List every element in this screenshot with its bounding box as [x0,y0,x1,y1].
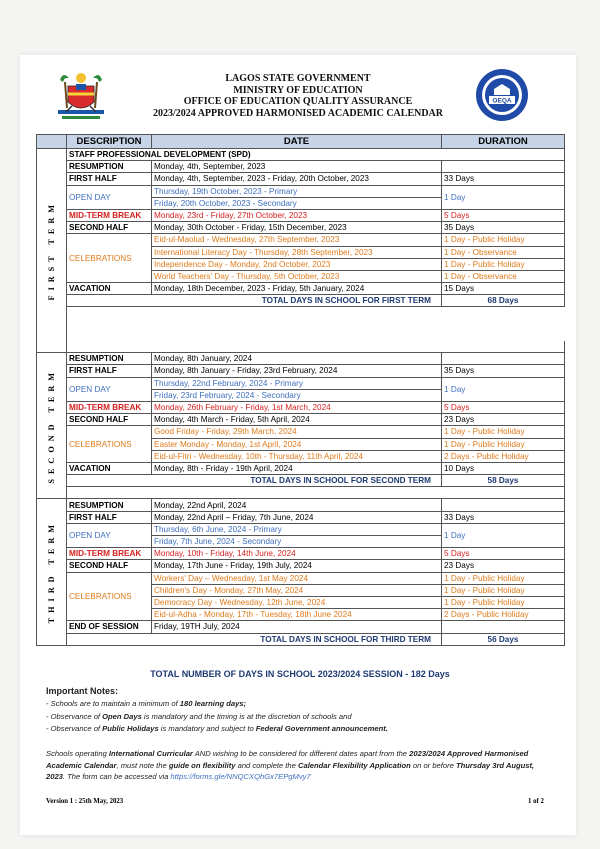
second-half-date: Monday, 4th March - Friday, 5th April, 2024 [152,414,442,426]
midterm-label: MID-TERM BREAK [67,401,152,413]
midterm-label: MID-TERM BREAK [67,209,152,221]
second-term-total-value: 58 Days [442,475,565,487]
celebration-date: International Literacy Day - Thursday, 28th September, 2023 [152,246,442,258]
empty-cell [442,161,565,173]
table-row [37,426,565,438]
celebration-duration: 1 Day - Public Holiday [442,438,565,450]
calendar-sheet [20,55,576,835]
open-day-label: OPEN DAY [67,377,152,401]
resumption-label: RESUMPTION [67,353,152,365]
celebrations-label: CELEBRATIONS [67,572,152,621]
table-row [37,633,565,645]
celebration-duration: 1 Day - Public Holiday [442,572,565,584]
celebration-date: Eid-ul-Adha - Monday, 17th - Tuesday, 18th June 2024 [152,609,442,621]
table-header-row [37,135,565,149]
table-row [37,295,565,307]
page-number: 1 of 2 [528,798,544,805]
academic-calendar-table [36,134,565,646]
celebration-duration: 1 Day - Observance [442,270,565,282]
important-notes [46,686,556,736]
open-day-primary: Thursday, 6th June, 2024 - Primary [152,523,442,535]
empty-cell [442,499,565,511]
second-term-total-label: TOTAL DAYS IN SCHOOL FOR SECOND TERM [67,475,442,487]
table-row [37,462,565,474]
celebration-duration: 1 Day - Public Holiday [442,234,565,246]
empty-cell [442,353,565,365]
table-row [37,234,565,246]
midterm-label: MID-TERM BREAK [67,548,152,560]
celebration-duration: 1 Day - Public Holiday [442,596,565,608]
celebration-date: Workers' Day – Wednesday, 1st May 2024 [152,572,442,584]
vacation-duration: 10 Days [442,462,565,474]
notes-title: Important Notes: [46,686,118,696]
second-half-label: SECOND HALF [67,222,152,234]
midterm-date: Monday, 26th February - Friday, 1st March, 2024 [152,401,442,413]
first-half-label: FIRST HALF [67,365,152,377]
note-item: - Observance of Open Days is mandatory and the timing is at the discretion of schools and [46,711,352,721]
vacation-date: Monday, 8th - Friday - 19th April, 2024 [152,462,442,474]
first-half-duration: 33 Days [442,511,565,523]
header-line-3: OFFICE OF EDUCATION QUALITY ASSURANCE [183,96,413,107]
first-half-duration: 35 Days [442,365,565,377]
celebration-date: Eid-ul-Fitri - Wednesday, 10th - Thursday, 11th April, 2024 [152,450,442,462]
third-term-total-label: TOTAL DAYS IN SCHOOL FOR THIRD TERM [67,633,442,645]
third-term-total-value: 56 Days [442,633,565,645]
empty-cell [442,621,565,633]
table-row [37,414,565,426]
celebration-duration: 2 Days - Public Holiday [442,450,565,462]
first-half-date: Monday, 8th January - Friday, 23rd February, 2024 [152,365,442,377]
midterm-date: Monday, 23rd - Friday, 27th October, 2023 [152,209,442,221]
table-row [37,222,565,234]
first-half-date: Monday, 4th, September, 2023 - Friday, 20th October, 2023 [152,173,442,185]
table-row [37,365,565,377]
celebration-date: Children's Day - Monday, 27th May, 2024 [152,584,442,596]
resumption-label: RESUMPTION [67,161,152,173]
end-of-session-date: Friday, 19TH July, 2024 [152,621,442,633]
table-row [37,185,565,197]
table-row [37,173,565,185]
celebration-duration: 1 Day - Public Holiday [442,426,565,438]
table-row [37,209,565,221]
table-row [37,621,565,633]
third-term-label: THIRD TERM [37,499,67,645]
celebrations-label: CELEBRATIONS [67,426,152,463]
resumption-date: Monday, 8th January, 2024 [152,353,442,365]
first-half-label: FIRST HALF [67,173,152,185]
second-half-label: SECOND HALF [67,560,152,572]
celebration-date: Independence Day - Monday, 2nd October, 2023 [152,258,442,270]
table-row [37,499,565,511]
session-total: TOTAL NUMBER OF DAYS IN SCHOOL 2023/2024 SESSION - 182 Days [150,669,450,679]
table-row [37,377,565,389]
open-day-primary: Thursday, 19th October, 2023 - Primary [152,185,442,197]
column-header-date: DATE [152,135,442,149]
table-row [37,523,565,535]
celebration-date: Good Friday - Friday, 29th March, 2024 [152,426,442,438]
oeqa-seal-logo [474,67,530,123]
table-row [37,149,565,161]
version-label: Version 1 : 25th May, 2023 [46,798,124,805]
second-half-date: Monday, 30th October - Friday, 15th December, 2023 [152,222,442,234]
open-day-duration: 1 Day [442,523,565,547]
open-day-secondary: Friday, 7th June, 2024 - Secondary [152,536,442,548]
celebration-duration: 1 Day - Public Holiday [442,258,565,270]
header-spacer [37,135,67,149]
flexibility-paragraph: Schools operating International Curricular AND wishing to be considered for different dates apart from the 2023/2024 Approved Harmonised Academic Calendar, must note the guide on flexibility and complete the Calendar Flexibility Application on or before Thursday 3rd August, 2023. The form can be accessed via https://forms.gle/NNQCXQhGx7EPgMvy7 [46,749,535,781]
first-half-date: Monday, 22nd April – Friday, 7th June, 2024 [152,511,442,523]
table-row [37,548,565,560]
open-day-primary: Thursday, 22nd February, 2024 - Primary [152,377,442,389]
table-row [37,283,565,295]
resumption-date: Monday, 4th, September, 2023 [152,161,442,173]
end-of-session-label: END OF SESSION [67,621,152,633]
first-term-total-label: TOTAL DAYS IN SCHOOL FOR FIRST TERM [67,295,442,307]
vacation-label: VACATION [67,283,152,295]
table-row [37,161,565,173]
column-header-description: DESCRIPTION [67,135,152,149]
open-day-label: OPEN DAY [67,523,152,547]
celebration-duration: 1 Day - Public Holiday [442,584,565,596]
second-half-label: SECOND HALF [67,414,152,426]
vacation-date: Monday, 18th December, 2023 - Friday, 5th January, 2024 [152,283,442,295]
header-line-1: LAGOS STATE GOVERNMENT [225,73,371,84]
header-line-2: MINISTRY OF EDUCATION [233,84,363,96]
first-term-total-value: 68 Days [442,295,565,307]
second-half-duration: 35 Days [442,222,565,234]
table-row [37,572,565,584]
open-day-duration: 1 Day [442,185,565,209]
midterm-duration: 5 Days [442,548,565,560]
header-line-4: 2023/2024 APPROVED HARMONISED ACADEMIC CALENDAR [152,107,443,119]
table-row [37,560,565,572]
open-day-duration: 1 Day [442,377,565,401]
resumption-date: Monday, 22nd April, 2024 [152,499,442,511]
midterm-date: Monday, 10th - Friday, 14th June, 2024 [152,548,442,560]
celebration-date: Eid-ul-Maolud - Wednesday, 27th September, 2023 [152,234,442,246]
second-half-duration: 23 Days [442,414,565,426]
second-half-duration: 23 Days [442,560,565,572]
application-form-link[interactable]: https://forms.gle/NNQCXQhGx7EPgMvy7 [170,772,311,781]
first-half-label: FIRST HALF [67,511,152,523]
celebration-date: Easter Monday - Monday, 1st April, 2024 [152,438,442,450]
celebration-date: World Teachers' Day - Thursday, 5th October, 2023 [152,270,442,282]
seal-text: OEQA [492,97,512,105]
note-item: - Schools are to maintain a minimum of 180 learning days; [46,699,247,708]
vacation-duration: 15 Days [442,283,565,295]
table-row [37,401,565,413]
table-row [37,475,565,487]
celebration-date: Democracy Day - Wednesday, 12th June, 2024 [152,596,442,608]
second-half-date: Monday, 17th June - Friday, 19th July, 2024 [152,560,442,572]
open-day-label: OPEN DAY [67,185,152,209]
celebrations-label: CELEBRATIONS [67,234,152,283]
celebration-duration: 1 Day - Observance [442,246,565,258]
open-day-secondary: Friday, 23rd February, 2024 - Secondary [152,389,442,401]
open-day-secondary: Friday, 20th October, 2023 - Secondary [152,197,442,209]
vacation-label: VACATION [67,462,152,474]
first-term-label: FIRST TERM [37,149,67,353]
second-term-label: SECOND TERM [37,353,67,499]
table-row [37,353,565,365]
resumption-label: RESUMPTION [67,499,152,511]
spd-row: STAFF PROFESSIONAL DEVELOPMENT (SPD) [67,149,565,161]
celebration-duration: 2 Days - Public Holiday [442,609,565,621]
column-header-duration: DURATION [442,135,565,149]
first-half-duration: 33 Days [442,173,565,185]
table-row [37,511,565,523]
note-item: - Observance of Public Holidays is mandatory and subject to Federal Government announcement. [46,724,388,733]
midterm-duration: 5 Days [442,401,565,413]
midterm-duration: 5 Days [442,209,565,221]
